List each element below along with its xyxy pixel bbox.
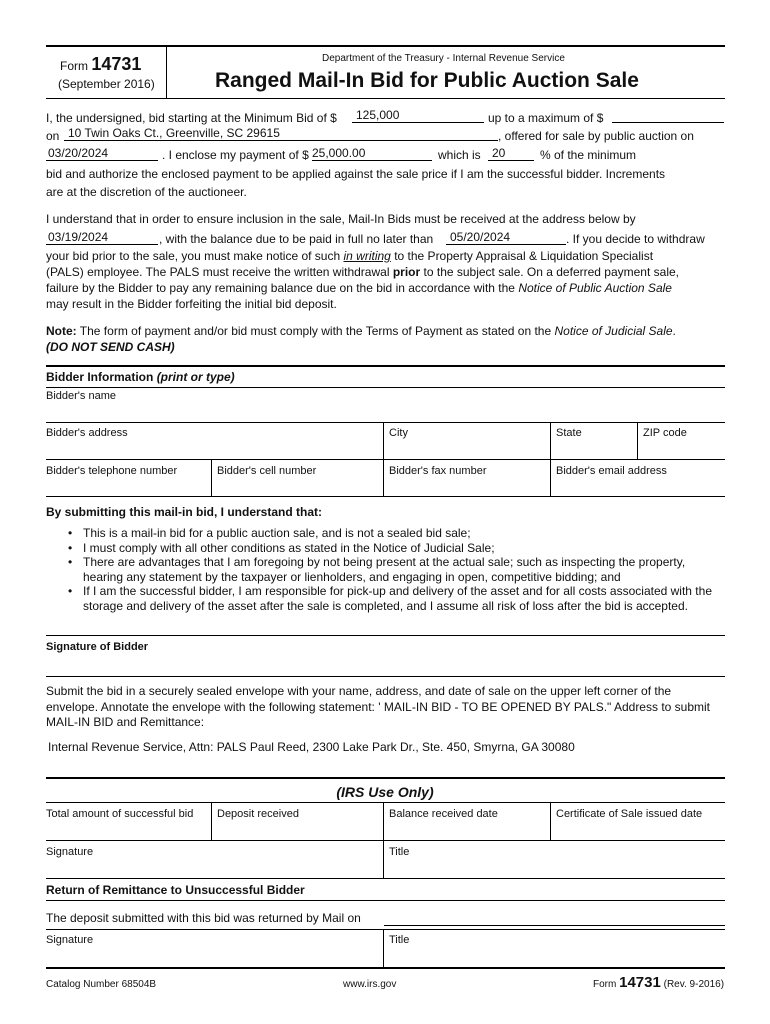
remittance-heading-rule [46,900,725,901]
telephone-input[interactable] [46,460,211,496]
receipt-line-5 [46,280,672,296]
irs-use-top-rule [46,777,725,779]
telephone-label: Bidder's telephone number [46,465,178,477]
email-label: Bidder's email address [556,465,667,477]
returned-by-mail-text: The deposit submitted with this bid was returned by Mail on [46,911,361,925]
submit-address: Internal Revenue Service, Attn: PALS Paul Reed, 2300 Lake Park Dr., Ste. 450, Smyrna, GA 30080 [48,740,575,754]
footer-rev: (Rev. 9-2016) [663,979,725,990]
irs-title-label: Title [389,846,410,858]
auction-date-field[interactable] [46,146,158,161]
percent-value: 20 [492,146,506,160]
receive-by-field[interactable] [46,230,158,245]
total-bid-input[interactable] [46,803,211,840]
bidder-name-label: Bidder's name [46,390,116,402]
bullet-item: • There are advantages that I am foregoing by not being present at the actual sale; such as inspecting the property, hearing any statement by the taxpayer or lienholders, and engaging in open, competitive bidding; and [46,555,725,584]
footer-form-word: Form [593,979,617,990]
bullet-item: • If I am the successful bidder, I am responsible for pick-up and delivery of the asset and for all costs associated with the storage and delivery of the asset after the sale is completed, and I assume all risk of loss after the bid is accepted. [46,584,725,613]
header-divider [166,46,167,99]
bullet-item: • This is a mail-in bid for a public auction sale, and is not a sealed bid sale; [46,526,725,541]
percent-field[interactable] [488,146,534,161]
payment-field[interactable] [312,146,432,161]
receipt-text-2: , with the balance due to be paid in full no later than [159,232,434,246]
signature-of-bidder-field[interactable] [46,636,725,676]
note-text: The form of payment and/or bid must comply with the Terms of Payment as stated on the [79,324,552,338]
cell-input[interactable] [212,460,383,496]
min-bid-field[interactable] [352,108,484,123]
signature-bottom-rule [46,676,725,677]
certificate-input[interactable] [551,803,725,840]
max-bid-field[interactable] [612,108,724,123]
receive-by-value: 03/19/2024 [48,230,109,244]
cell-label: Bidder's cell number [217,465,317,477]
receipt-line-4a: (PALS) employee. The PALS must receive the written withdrawal [46,265,390,279]
footer-form-label [593,974,724,991]
bid-text-5: which is [438,148,481,162]
property-value: 10 Twin Oaks Ct., Greenville, SC 29615 [68,126,280,140]
state-input[interactable] [551,423,637,459]
irs-website: www.irs.gov [343,979,397,990]
receipt-line-3b: to the Property Appraisal & Liquidation Specialist [394,249,654,263]
receipt-line-5a: failure by the Bidder to pay any remaining balance due on the bid in accordance with the [46,281,515,295]
note-label: Note: [46,324,77,338]
bullet-item: • I must comply with all other conditions as stated in the Notice of Judicial Sale; [46,541,725,556]
returned-date-field[interactable] [384,911,725,926]
balance-due-field[interactable] [446,230,566,245]
fax-input[interactable] [384,460,550,496]
bid-text-8: are at the discretion of the auctioneer. [46,185,247,199]
receipt-line-3a: your bid prior to the sale, you must make notice of such [46,249,341,263]
receipt-line-4b: to the subject sale. On a deferred payment sale, [423,265,679,279]
balance-received-label: Balance received date [389,808,498,820]
signature-of-bidder-label: Signature of Bidder [46,641,149,653]
form-word: Form [60,59,88,73]
remittance-signature-label: Signature [46,934,94,946]
row-rule-3 [46,496,725,497]
note-line [46,323,676,339]
bidder-address-input[interactable] [46,423,383,459]
irs-signature-input[interactable] [46,841,383,878]
zip-label: ZIP code [643,427,687,439]
bidder-info-title: Bidder Information [46,370,154,384]
page-title: Ranged Mail-In Bid for Public Auction Sale [215,69,639,92]
no-cash-notice: (DO NOT SEND CASH) [46,340,175,354]
total-bid-label: Total amount of successful bid [46,808,194,820]
remittance-heading: Return of Remittance to Unsuccessful Bidder [46,883,305,897]
form-date: (September 2016) [58,77,155,91]
footer-form-number: 14731 [619,974,661,991]
receipt-line-4 [46,264,679,280]
in-writing-text: in writing [343,249,391,263]
bid-text-2: up to a maximum of $ [488,111,604,125]
prior-text: prior [392,265,421,279]
balance-due-value: 05/20/2024 [450,230,511,244]
bidder-info-print: (print or type) [156,370,235,384]
bid-text-7: bid and authorize the enclosed payment to be applied against the sale price if I am the successful bidder. Increments [46,167,666,181]
form-number: 14731 [91,54,142,74]
city-label: City [389,427,408,439]
email-input[interactable] [551,460,725,496]
bid-text-1: I, the undersigned, bid starting at the Minimum Bid of $ [46,111,337,125]
state-label: State [556,427,582,439]
form-label [60,54,141,75]
bidder-name-input[interactable] [46,388,725,422]
understand-list [46,526,725,613]
notice-judicial-sale: Notice of Judicial Sale [554,324,673,338]
bid-text-4: . I enclose my payment of $ [162,148,309,162]
receipt-text-3: . If you decide to withdraw [566,232,705,246]
department: Department of the Treasury - Internal Revenue Service [322,53,565,64]
submit-instructions: Submit the bid in a securely sealed envelope with your name, address, and date of sale on the upper left corner of the envelope. Annotate the envelope with the following statement: ' MAIL-IN BID - TO BE OPENED BY PALS." Address to submit MAIL-IN BID and Remittance: [46,684,711,729]
min-bid-value: 125,000 [356,108,400,122]
irs-title-input[interactable] [384,841,725,878]
auction-date-value: 03/20/2024 [48,146,109,160]
remittance-title-label: Title [389,934,410,946]
fax-label: Bidder's fax number [389,465,487,477]
balance-received-input[interactable] [384,803,550,840]
receipt-line-6: may result in the Bidder forfeiting the initial bid deposit. [46,297,337,311]
notice-public-auction-sale: Notice of Public Auction Sale [518,281,672,295]
remittance-signature-input[interactable] [46,930,383,967]
receipt-line-3 [46,248,653,264]
catalog-number: Catalog Number 68504B [46,979,157,990]
certificate-label: Certificate of Sale issued date [556,808,703,820]
payment-value: 25,000.00 [312,146,366,160]
receipt-text-1: I understand that in order to ensure inclusion in the sale, Mail-In Bids must be received at the address below by [46,212,636,226]
bidder-address-label: Bidder's address [46,427,128,439]
footer-top-rule [46,967,725,969]
city-input[interactable] [384,423,550,459]
bid-text-6: % of the minimum [540,148,637,162]
on-label: on [46,129,60,143]
property-field[interactable] [64,126,498,141]
remittance-title-input[interactable] [384,930,725,967]
irs-row-rule-2 [46,878,725,879]
header-top-rule [46,45,725,47]
deposit-received-input[interactable] [212,803,383,840]
understand-heading: By submitting this mail-in bid, I understand that: [46,505,322,519]
irs-use-heading: (IRS Use Only) [336,784,434,800]
note-period: . [672,324,676,338]
bidder-info-heading [46,370,235,384]
zip-input[interactable] [638,423,725,459]
irs-signature-label: Signature [46,846,94,858]
bid-text-3: , offered for sale by public auction on [498,129,694,143]
deposit-received-label: Deposit received [217,808,299,820]
bidder-info-top-rule [46,365,725,367]
header-bottom-rule [46,98,725,99]
